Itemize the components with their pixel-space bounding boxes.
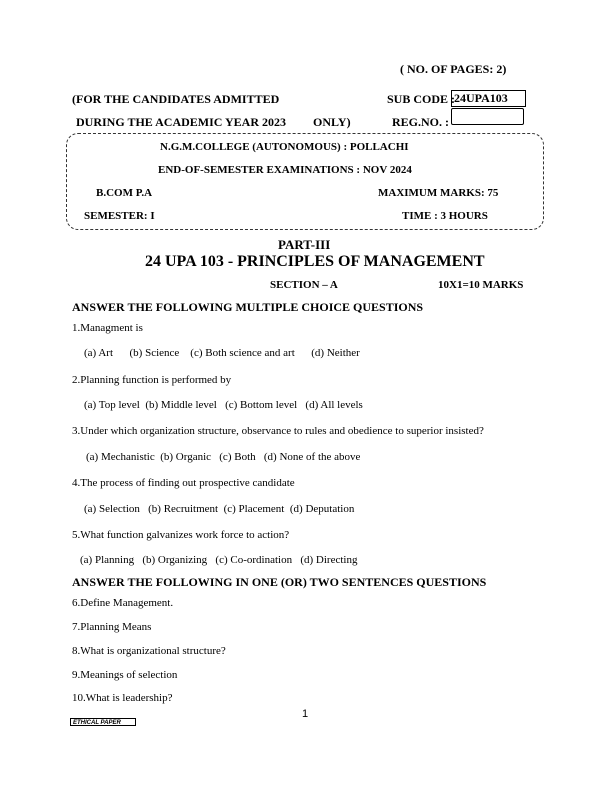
- candidates-only: ONLY): [313, 115, 351, 129]
- sub-code-value: 24UPA103: [454, 91, 508, 105]
- question-7: 7.Planning Means: [72, 621, 152, 633]
- question-8: 8.What is organizational structure?: [72, 645, 226, 657]
- semester: SEMESTER: I: [84, 210, 155, 222]
- section-name: SECTION – A: [270, 279, 338, 291]
- question-3: 3.Under which organization structure, observance to rules and obedience to superior insisted?: [72, 425, 484, 437]
- reg-no-label: REG.NO. :: [392, 115, 449, 129]
- part-heading: PART-III: [278, 237, 331, 252]
- options-3: (a) Mechanistic (b) Organic (c) Both (d) None of the above: [86, 451, 361, 463]
- candidates-line-1: (FOR THE CANDIDATES ADMITTED: [72, 92, 280, 106]
- course-name: B.COM P.A: [96, 187, 153, 199]
- mcq-heading: ANSWER THE FOLLOWING MULTIPLE CHOICE QUESTIONS: [72, 300, 424, 314]
- options-5: (a) Planning (b) Organizing (c) Co-ordination (d) Directing: [80, 554, 358, 566]
- question-2: 2.Planning function is performed by: [72, 374, 232, 386]
- sub-code-box: [451, 90, 526, 107]
- page-count: ( NO. OF PAGES: 2): [400, 62, 507, 76]
- options-2: (a) Top level (b) Middle level (c) Bottom level (d) All levels: [84, 399, 363, 411]
- reg-no-field[interactable]: [451, 108, 524, 125]
- college-name: N.G.M.COLLEGE (AUTONOMOUS) : POLLACHI: [160, 141, 409, 153]
- question-9: 9.Meanings of selection: [72, 669, 178, 681]
- question-10: 10.What is leadership?: [72, 692, 173, 704]
- section-marks: 10X1=10 MARKS: [438, 279, 524, 291]
- candidates-line-2: DURING THE ACADEMIC YEAR 2023: [76, 115, 287, 129]
- page-number: 1: [302, 708, 309, 720]
- options-4: (a) Selection (b) Recruitment (c) Placement (d) Deputation: [84, 503, 355, 515]
- question-1: 1.Managment is: [72, 322, 143, 334]
- question-6: 6.Define Management.: [72, 597, 174, 609]
- question-5: 5.What function galvanizes work force to action?: [72, 529, 290, 541]
- max-marks: MAXIMUM MARKS: 75: [378, 187, 499, 199]
- footer-tag: ETHICAL PAPER: [70, 718, 136, 726]
- paper-title: 24 UPA 103 - PRINCIPLES OF MANAGEMENT: [145, 253, 485, 270]
- exam-time: TIME : 3 HOURS: [402, 210, 488, 222]
- question-4: 4.The process of finding out prospective candidate: [72, 477, 295, 489]
- options-1: (a) Art (b) Science (c) Both science and art (d) Neither: [84, 347, 360, 359]
- exam-name: END-OF-SEMESTER EXAMINATIONS : NOV 2024: [158, 164, 412, 176]
- short-heading: ANSWER THE FOLLOWING IN ONE (OR) TWO SENTENCES QUESTIONS: [72, 575, 487, 589]
- sub-code-label: SUB CODE :: [387, 92, 456, 106]
